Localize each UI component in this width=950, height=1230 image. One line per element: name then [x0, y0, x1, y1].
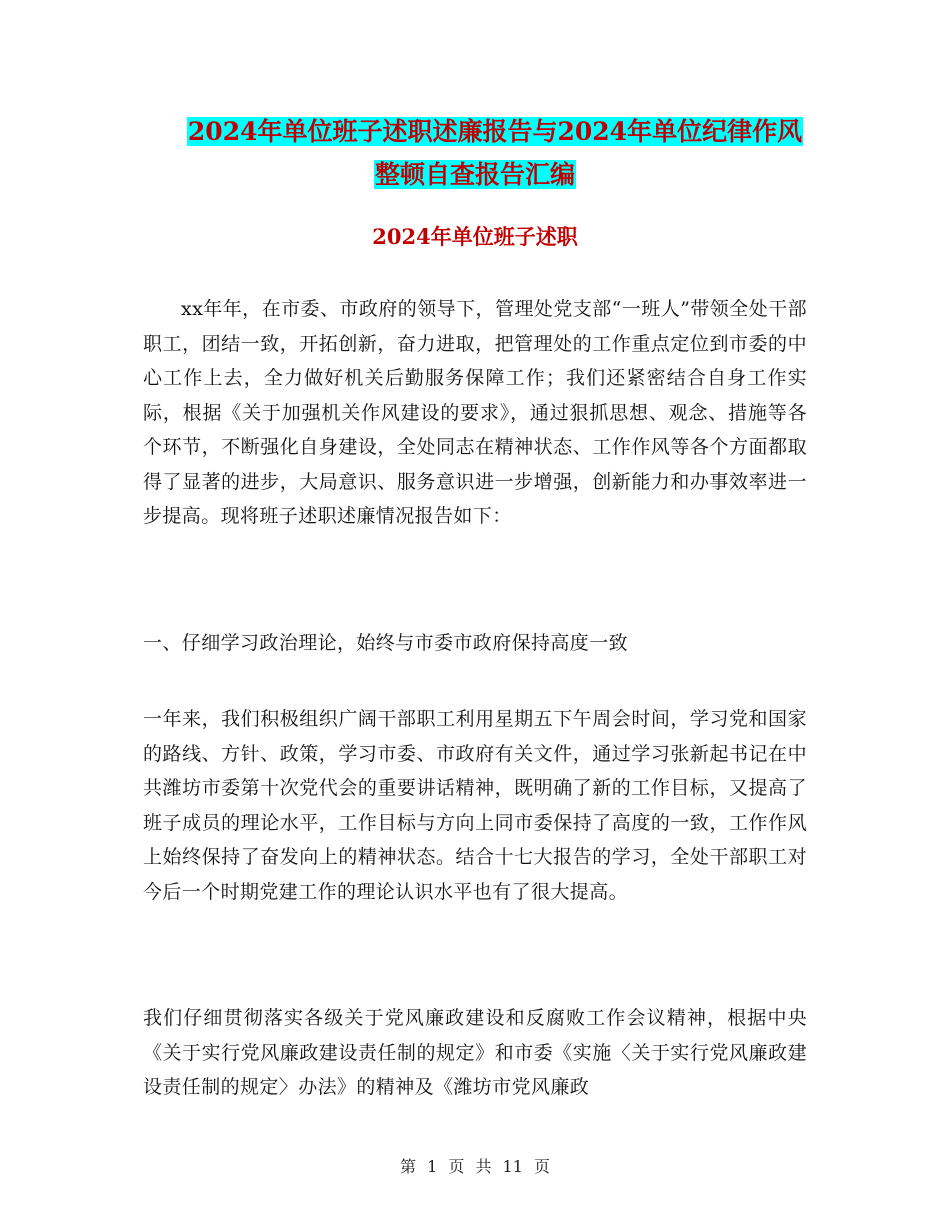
- paragraph-integrity: 我们仔细贯彻落实各级关于党风廉政建设和反腐败工作会议精神，根据中央《关于实行党风廉政建设责任制的规定》和市委《实施〈关于实行党风廉政建设责任制的规定〉办法》的精神及《潍坊市党风廉政: [143, 1007, 807, 1098]
- heading-section-one: 一、仔细学习政治理论，始终与市委市政府保持高度一致: [143, 632, 629, 654]
- section-title: 2024年单位班子述职: [372, 224, 578, 249]
- paragraph-intro: xx年年，在市委、市政府的领导下，管理处党支部“一班人”带领全处干部职工，团结一致，开拓创新，奋力进取，把管理处的工作重点定位到市委的中心工作上去，全力做好机关后勤服务保障工作；我们还紧密结合自身工作实际，根据《关于加强机关作风建设的要求》，通过狠抓思想、观念、措施等各个环节，不断强化自身建设，全处同志在精神状态、工作作风等各个方面都取得了显著的进步，大局意识、服务意识进一步增强，创新能力和办事效率进一步提高。现将班子述职述廉情况报告如下：: [143, 298, 807, 527]
- paragraph-study: 一年来，我们积极组织广阔干部职工利用星期五下午周会时间，学习党和国家的路线、方针、政策，学习市委、市政府有关文件，通过学习张新起书记在中共潍坊市委第十次党代会的重要讲话精神，既明确了新的工作目标，又提高了班子成员的理论水平，工作目标与方向上同市委保持了高度的一致，工作作风上始终保持了奋发向上的精神状态。结合十七大报告的学习，全处干部职工对今后一个时期党建工作的理论认识水平也有了很大提高。: [143, 708, 807, 903]
- title-highlight-2: 整顿自查报告汇编: [374, 160, 575, 189]
- title-highlight-1: 2024年单位班子述职述廉报告与2024年单位纪律作风: [187, 117, 803, 146]
- document-title-line-2: [0, 155, 950, 195]
- document-title-line-1: [40, 112, 950, 152]
- page-footer: 第 1 页 共 11 页: [400, 1157, 550, 1176]
